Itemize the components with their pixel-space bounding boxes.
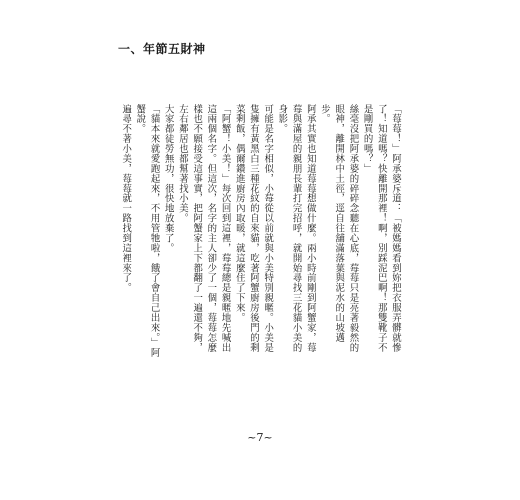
paragraph-4: 可能是名字相似，小莓從以前就與小美特別親暱。小美是隻擁有黃黑白三種花紋的自來貓，吃著阿蟹廚房後門的剩菜剩飯，偶爾鑽進廚房內取暖，就這麼住了下來。 bbox=[233, 104, 274, 353]
chapter-title: 一、年節五財神 bbox=[118, 42, 206, 56]
page-number: ~7~ bbox=[247, 431, 273, 444]
paragraph-6: 大家都徒勞無功，很快地放棄了。 bbox=[162, 104, 174, 254]
paragraph-3: 阿承其實也知道莓莓想做什麼。兩小時前剛到阿蟹家，莓莓與滿屋的親朋長輩打完招呼，就開始尋找三花貓小美的身影。 bbox=[276, 104, 316, 353]
paragraph-8: 遍尋不著小美，莓莓就一路找到這裡來了。 bbox=[120, 104, 132, 293]
paragraph-2: 絲毫沒把阿承婆的碎碎念聽在心底，莓莓只是亮著毅然的眼神，離開林中土徑，逕自往舖滿落葉與泥水的山坡邁步。 bbox=[318, 104, 359, 353]
paragraph-1: 「莓莓！」阿承婆斥道：「被媽媽看到妳把衣服弄髒就慘了！知道嗎？快離開那裡！啊，別踩泥巴啊！那雙靴子不是剛買的嗎？」 bbox=[361, 104, 401, 353]
paragraph-5: 「阿蟹！小美！」每次回到這裡，莓莓總是親暱地先喊出這兩個名字。但這次，名字的主人卻少了一個，莓莓怎麼樣也不願接受這事實，把阿蟹家上下都翻了一遍還不夠，左右鄰居也都幫著找小美。 bbox=[176, 104, 231, 353]
vertical-body-text bbox=[118, 104, 402, 362]
paragraph-7: 「貓本來就愛跑起來，不用管牠啦，餓了會自己出來。」阿蟹說。 bbox=[134, 104, 160, 358]
